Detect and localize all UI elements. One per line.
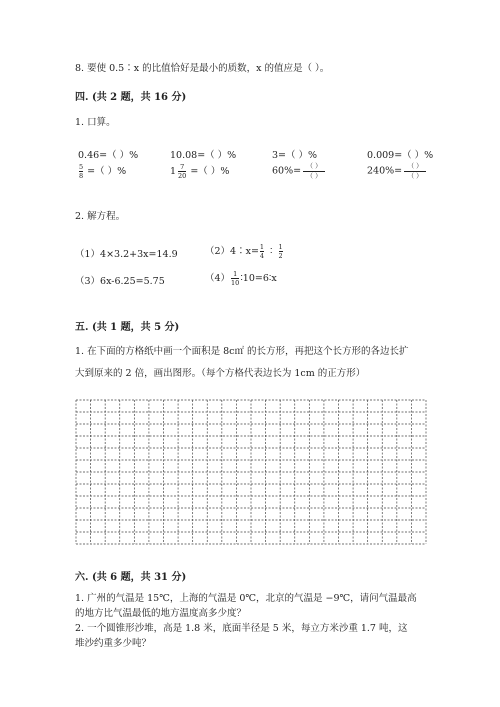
- section-5-title: 五. (共 1 题，共 5 分): [75, 322, 180, 333]
- s5-q1-line1: 1. 在下面的方格纸中画一个面积是 8c㎡ 的长方形，再把这个长方形的各边长扩: [75, 346, 409, 357]
- oral-calc-3: 3=（ ）%: [272, 150, 318, 161]
- section-6-title: 六. (共 6 题，共 31 分): [75, 572, 187, 583]
- s5-q1-line2: 大到原来的 2 倍，画出图形。（每个方格代表边长为 1cm 的正方形）: [75, 368, 366, 379]
- equation-4: （4） $\frac{1}{10}$ ∶10=6∶x: [205, 269, 277, 287]
- equation-2: （2）4∶x= $\frac{1}{4}$ ∶ $\frac{1}{2}$: [205, 242, 283, 260]
- oral-calc-8: 240%= （ ） （ ）: [367, 163, 426, 179]
- fraction: $\frac{5}{8}$: [79, 162, 84, 180]
- fraction: $\frac{7}{20}$: [178, 162, 187, 180]
- section-4-title: 四. (共 2 题，共 16 分): [75, 92, 187, 103]
- blank-fraction: （ ） （ ）: [303, 163, 325, 179]
- oral-calc-4: 0.009=（ ）%: [367, 150, 434, 161]
- s6-q2-line1: 2. 一个圆锥形沙堆，高是 1.8 米，底面半径是 5 米，每立方米沙重 1.7 吨，这: [75, 623, 408, 634]
- oral-calc-2: 10.08=（ ）%: [170, 150, 237, 161]
- s4-q1-label: 1. 口算。: [75, 117, 116, 128]
- equation-1: （1）4×3.2+3x=14.9: [75, 249, 178, 260]
- oral-calc-5: $\frac{5}{8}$ =（ ）%: [79, 162, 127, 180]
- grid-paper[interactable]: [75, 399, 427, 545]
- fraction: $\frac{1}{10}$: [231, 269, 240, 287]
- blank-fraction: （ ） （ ）: [404, 163, 426, 179]
- fraction: $\frac{1}{4}$: [259, 242, 265, 260]
- s6-q1-line1: 1. 广州的气温是 15℃，上海的气温是 0℃，北京的气温是 −9℃，请问气温最高: [75, 593, 417, 604]
- fraction: $\frac{1}{2}$: [278, 242, 283, 260]
- equation-3: （3）6x-6.25=5.75: [75, 276, 165, 287]
- s4-q2-label: 2. 解方程。: [75, 211, 126, 222]
- s6-q2-line2: 堆沙约重多少吨？: [75, 638, 152, 649]
- oral-calc-6: 1 $\frac{7}{20}$ =（ ）%: [170, 162, 230, 180]
- oral-calc-1: 0.46=（ ）%: [78, 150, 139, 161]
- s6-q1-line2: 的地方比气温最低的地方温度高多少度？: [75, 608, 247, 619]
- question-8: 8. 要使 0.5∶x 的比值恰好是最小的质数，x 的值应是（ ）。: [75, 63, 330, 74]
- oral-calc-7: 60%= （ ） （ ）: [272, 163, 325, 179]
